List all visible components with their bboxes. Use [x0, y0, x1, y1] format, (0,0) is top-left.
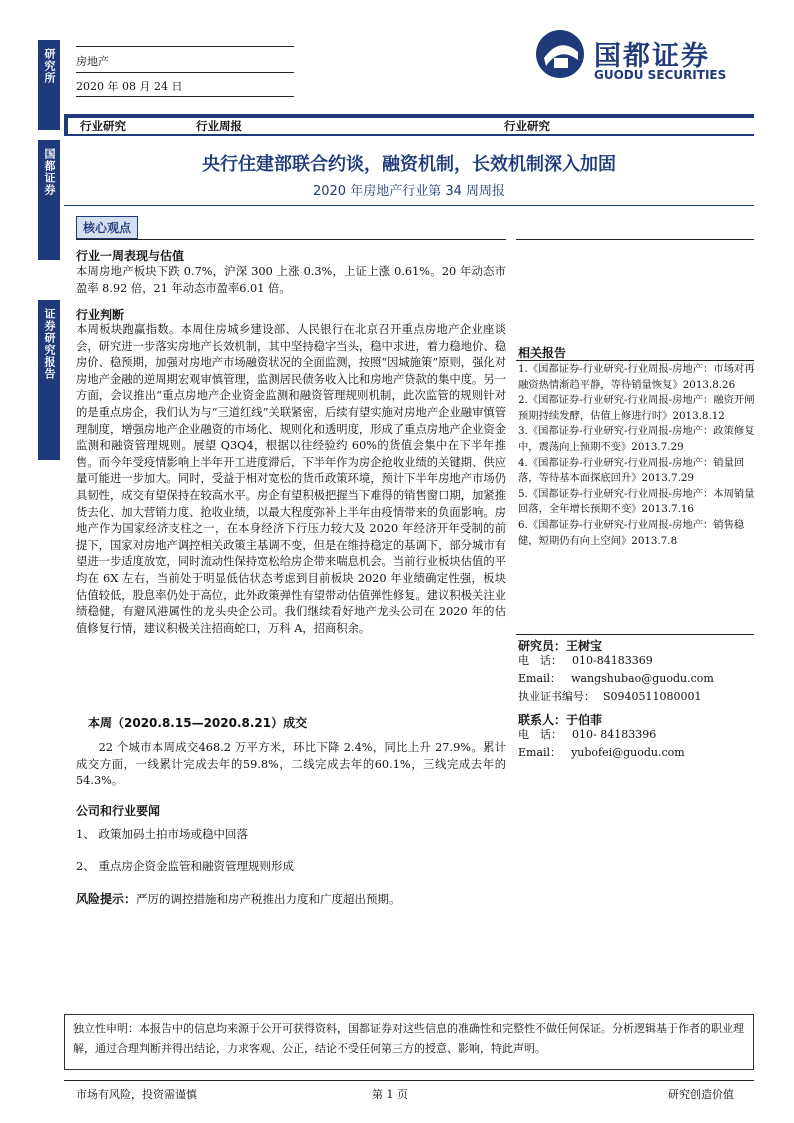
sidebar-label-research: 研究所: [43, 48, 56, 84]
footer-right: 研究创造价值: [668, 1088, 734, 1101]
related-report-item[interactable]: 6.《国都证券-行业研究-行业周报-房地产：销售稳健，短期仍有向上空间》2013.7.8: [518, 518, 745, 547]
related-report-item[interactable]: 1.《国都证券-行业研究-行业周报-房地产：市场对再融资热情渐趋平静，等待销量恢复》2013.8.26: [518, 363, 755, 391]
deal-section-title: 本周（2020.8.15—2020.8.21）成交: [88, 716, 308, 730]
deal-text: 22 个城市本周成交468.2 万平方米，环比下降 2.4%，同比上升 27.9%。累计成交方面，一线累计完成去年的59.8%，二线完成去年的60.1%，三线完成去年的 54.3%。: [76, 741, 506, 788]
sidebar-block-report: [38, 300, 60, 460]
guodu-logo-icon: [534, 28, 586, 80]
category-industry-research: 行业研究: [68, 118, 190, 134]
analyst-cert-label: 执业证书编号：: [518, 690, 595, 703]
analyst-email-label: Email：: [518, 672, 562, 685]
news-item-2: 2、 重点房企资金监管和融资管理规则形成: [76, 859, 294, 873]
footer-rule: [64, 1080, 754, 1081]
related-report-item[interactable]: 3.《国都证券-行业研究-行业周报-房地产：政策修复中，震荡向上预期不变》2013.7.29: [518, 425, 755, 453]
related-reports-title: 相关报告: [518, 346, 567, 360]
header-rule-top: [76, 46, 294, 47]
category-weekly: 行业周报: [184, 118, 496, 134]
related-rule: [516, 360, 754, 361]
core-rule-left: [76, 239, 506, 240]
core-rule-right: [516, 239, 754, 240]
analyst-email[interactable]: wangshubao@guodu.com: [571, 672, 714, 685]
related-report-item[interactable]: 2.《国都证券-行业研究-行业周报-房地产：融资开闸预期持续发酵，估值上修进行时》2013.8.12: [518, 394, 755, 422]
weekly-section-title: 行业一周表现与估值: [76, 249, 185, 263]
page-number: 第 1 页: [372, 1088, 408, 1101]
company-section-title: 公司和行业要闻: [76, 804, 161, 818]
analyst-phone: 010-84183369: [572, 654, 653, 667]
sidebar-block-research: [38, 40, 60, 130]
analyst-details: [518, 653, 714, 705]
contact-email-label: Email：: [518, 746, 562, 759]
weekly-text: 本周房地产板块下跌 0.7%，沪深 300 上涨 0.3%，上证上涨 0.61%。20 年动态市盈率 8.92 倍，21 年动态市盈率6.01 倍。: [76, 265, 506, 295]
related-report-item[interactable]: 5.《国都证券-行业研究-行业周报-房地产：本周销量回落，全年增长预期不变》2013.7.16: [518, 487, 755, 516]
analyst-phone-label: 电 话：: [518, 654, 562, 667]
analyst-title: 研究员：王树宝: [518, 639, 603, 653]
category-industry-research-right: 行业研究: [492, 118, 762, 134]
industry-label: 房地产: [76, 55, 109, 68]
judge-text: 本周板块跑赢指数。本周住房城乡建设部、人民银行在北京召开重点房地产企业座谈会，研究进一步落实房地产长效机制，其中坚持稳字当头，稳中求进，着力稳地价、稳房价、稳预期，加强对房地产市场融资状况的全面监测，按照“因城施策”原则，强化对房地产金融的逆周期宏观审慎管理，监测居民债务收入比和房地产贷款的集中度。另一方面，会议推出“重点房地产企业资金监测和融资管理规则机制，此次监管的规则针对的是重点房企，我们认为与“三道红线”关联紧密，后续有望实施对房地产企业融审慎管理制度，增强房地产企业融资的市场化、规则化和透明度，形成了重点房地产企业资金监测和融资管理规则。展望 Q3Q4，根据以往经验约 60%的货值会集中在下半年推售。而今年受疫情影响上半年开工进度滞后，下半年作为房企抢收业绩的关键期、供应量可能进一步加大。同时，受益于相对宽松的货币政策环境，预计下半年房地产市场仍具韧性，成交有望保持在较高水平。房企有望积极把握当下难得的销售窗口期，加紧推货去化、加大营销力度、抢收业绩，以最大程度弥补上半年由疫情带来的负面影响。房地产作为国家经济支柱之一，在本身经济下行压力较大及 2020 年经济开年受制的前提下，国家对房地产调控相关政策主基调不变，但是在维持稳定的基调下，部分城市有望进一步适度放宽，同时流动性保持宽松给房企带来喘息机会。当前行业板块估值的平均在 6X 左右，当前处于明显低估状态考虑到目前板块 2020 年业绩确定性强，板块估值较低，股息率仍处于高位，此外政策弹性有望带动估值弹性修复。建议积极关注业绩稳健，有避风港属性的龙头央企公司。我们继续看好地产龙头公司在 2020 年的估值修复行情，建议积极关注招商蛇口，万科 A，招商积余。: [76, 323, 506, 635]
disclaimer-box: 独立性申明：本报告中的信息均来源于公开可获得资料，国都证券对这些信息的准确性和完整性不做任何保证。分析逻辑基于作者的职业理解，通过合理判断并得出结论，力求客观、公正，结论不受任何第三方的授意、影响，特此声明。: [64, 1014, 754, 1070]
sidebar-block-brand: [38, 140, 60, 260]
header-rule-bottom: [76, 96, 294, 97]
report-date: 2020 年 08 月 24 日: [76, 80, 183, 93]
contact-details: [518, 727, 685, 761]
news-item-1: 1、 政策加码土拍市场或稳中回落: [76, 827, 248, 841]
contact-title: 联系人：于伯菲: [518, 713, 603, 727]
header-rule-mid: [76, 72, 294, 73]
analyst-cert: S0940511080001: [603, 690, 702, 703]
risk-text: 严厉的调控措施和房产税推出力度和广度超出预期。: [136, 892, 401, 906]
logo-cn-text: 国都证券: [594, 41, 710, 72]
category-bar: [64, 114, 754, 136]
footer-left: 市场有风险，投资需谨慎: [76, 1088, 197, 1101]
related-reports-list: [518, 362, 756, 549]
contact-phone-label: 电 话：: [518, 728, 562, 741]
core-view-label: 核心观点: [76, 216, 138, 239]
analyst-rule: [516, 634, 754, 635]
report-subtitle: 2020 年房地产行业第 34 周周报: [312, 184, 506, 199]
sidebar-label-report: 证券研究报告: [43, 308, 56, 380]
related-report-item[interactable]: 4.《国都证券-行业研究-行业周报-房地产：销量回落，等待基本面探底回升》2013.7.29: [518, 456, 745, 485]
logo-en-text: GUODU SECURITIES: [594, 68, 727, 82]
report-title: 央行住建部联合约谈，融资机制，长效机制深入加固: [202, 154, 616, 175]
risk-line: [76, 890, 401, 907]
judge-section-title: 行业判断: [76, 308, 125, 322]
contact-email[interactable]: yubofei@guodu.com: [571, 746, 685, 759]
sidebar-label-brand: 国都证券: [43, 148, 56, 196]
title-rule: [64, 205, 754, 206]
contact-phone: 010- 84183396: [572, 728, 657, 741]
risk-label: 风险提示：: [76, 892, 137, 906]
